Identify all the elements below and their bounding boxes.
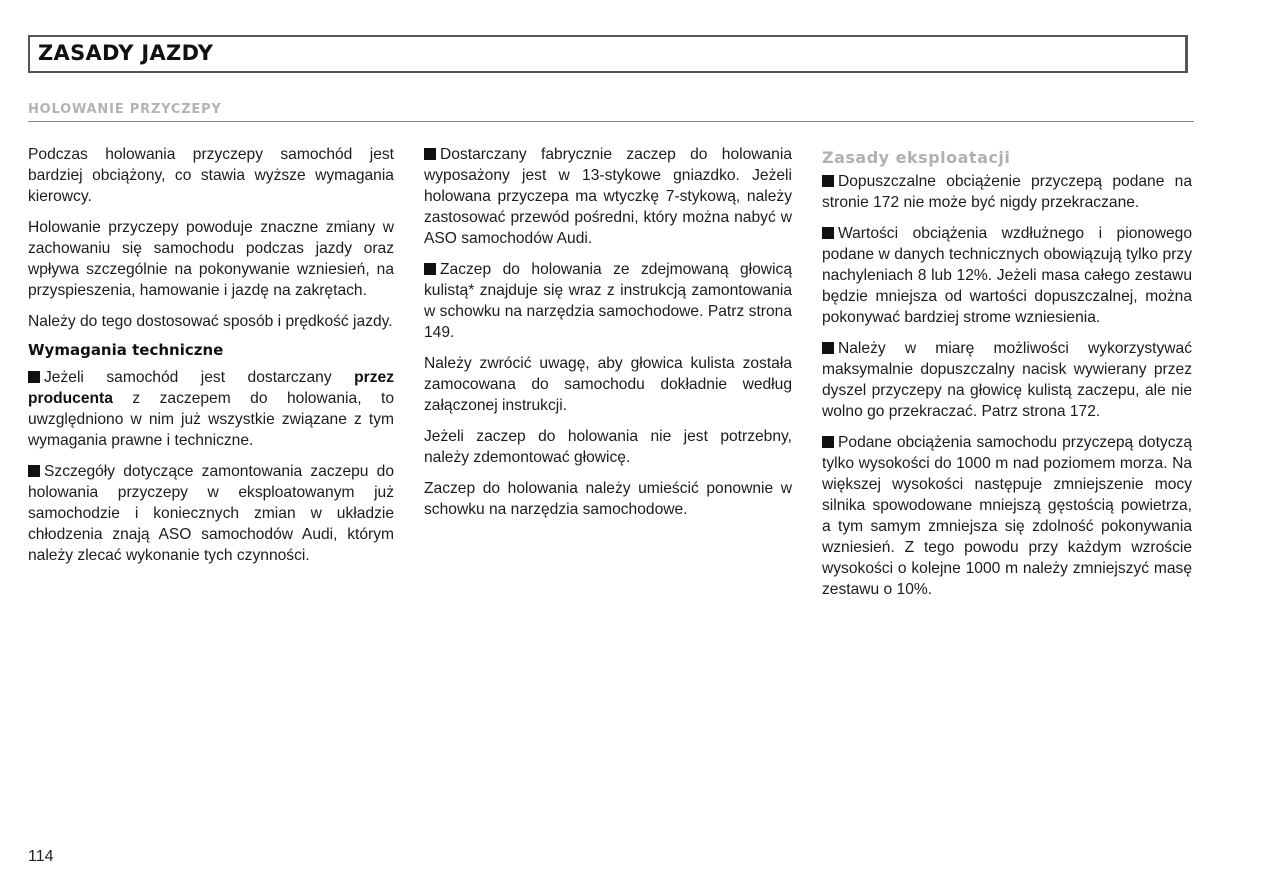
paragraph: Wartości obciążenia wzdłużnego i pionowego podane w danych technicznych obowiązują tylko przy nachyleniach 8 lub 12%. Jeżeli masa całego zestawu będzie mniejsza od wartości dopuszczalnej, można pokonywać bardziej strome wzniesienia.: [822, 225, 1192, 326]
column-left: [28, 144, 394, 576]
paragraph: Jeżeli zaczep do holowania nie jest potrzebny, należy zdemontować głowicę.: [424, 428, 792, 466]
bullet-square-icon: [28, 465, 40, 477]
paragraph: Dostarczany fabrycznie zaczep do holowania wyposażony jest w 13-stykowe gniazdko. Jeżeli holowana przyczepa ma wtyczkę 7-stykową, należy zastosować przewód pośredni, który można nabyć w ASO samochodów Audi.: [424, 146, 792, 247]
section-title: HOLOWANIE PRZYCZEPY: [28, 102, 222, 117]
chapter-title: ZASADY JAZDY: [38, 41, 214, 65]
column-right: [822, 147, 1192, 610]
bullet-square-icon: [822, 227, 834, 239]
paragraph: Podczas holowania przyczepy samochód jest bardziej obciążony, co stawia wyższe wymagania kierowcy.: [28, 146, 394, 205]
bullet-square-icon: [822, 436, 834, 448]
paragraph: Należy zwrócić uwagę, aby głowica kulista została zamocowana do samochodu dokładnie według załączonej instrukcji.: [424, 355, 792, 414]
subheading-technical-requirements: Wymagania techniczne: [28, 341, 224, 359]
paragraph: Szczegóły dotyczące zamontowania zaczepu do holowania przyczepy w eksploatowanym już samochodzie i koniecznych zmian w układzie chłodzenia znają ASO samochodów Audi, którym należy zlecać wykonanie tych czynności.: [28, 463, 394, 564]
header-box: [28, 35, 1188, 73]
paragraph: Należy w miarę możliwości wykorzystywać maksymalnie dopuszczalny nacisk wywierany przez dyszel przyczepy na głowicę kulistą zaczepu, ale nie wolno go przekraczać. Patrz strona 172.: [822, 340, 1192, 420]
bullet-square-icon: [822, 175, 834, 187]
column-middle: [424, 144, 792, 530]
paragraph: Jeżeli samochód jest dostarczany przez producenta z zaczepem do holowania, to uwzględniono w nim już wszystkie związane z tym wymagania prawne i techniczne.: [28, 369, 394, 449]
bullet-square-icon: [424, 263, 436, 275]
paragraph: Zaczep do holowania ze zdejmowaną głowicą kulistą* znajduje się wraz z instrukcją zamontowania w schowku na narzędzia samochodowe. Patrz strona 149.: [424, 261, 792, 341]
bullet-square-icon: [28, 371, 40, 383]
paragraph: Podane obciążenia samochodu przyczepą dotyczą tylko wysokości do 1000 m nad poziomem morza. Na większej wysokości następuje zmniejszenie mocy silnika spowodowane mniejszą gęstością powietrza, a tym samym zmniejsza się zdolność pokonywania wzniesień. Z tego powodu przy każdym wzroście wysokości o kolejne 1000 m należy zmniejszyć masę zestawu o 10%.: [822, 434, 1192, 598]
paragraph: Dopuszczalne obciążenie przyczepą podane na stronie 172 nie może być nigdy przekraczane.: [822, 173, 1192, 211]
bullet-square-icon: [822, 342, 834, 354]
paragraph: Zaczep do holowania należy umieścić ponownie w schowku na narzędzia samochodowe.: [424, 480, 792, 518]
subheading-operating-rules: Zasady eksploatacji: [822, 148, 1011, 167]
paragraph: Holowanie przyczepy powoduje znaczne zmiany w zachowaniu się samochodu podczas jazdy oraz wpływa szczególnie na pokonywanie wzniesień, na przyspieszenia, hamowanie i jazdę na zakrętach.: [28, 219, 394, 299]
section-divider: [28, 121, 1194, 122]
page-number: 114: [28, 848, 54, 865]
paragraph: Należy do tego dostosować sposób i prędkość jazdy.: [28, 313, 393, 330]
bullet-square-icon: [424, 148, 436, 160]
